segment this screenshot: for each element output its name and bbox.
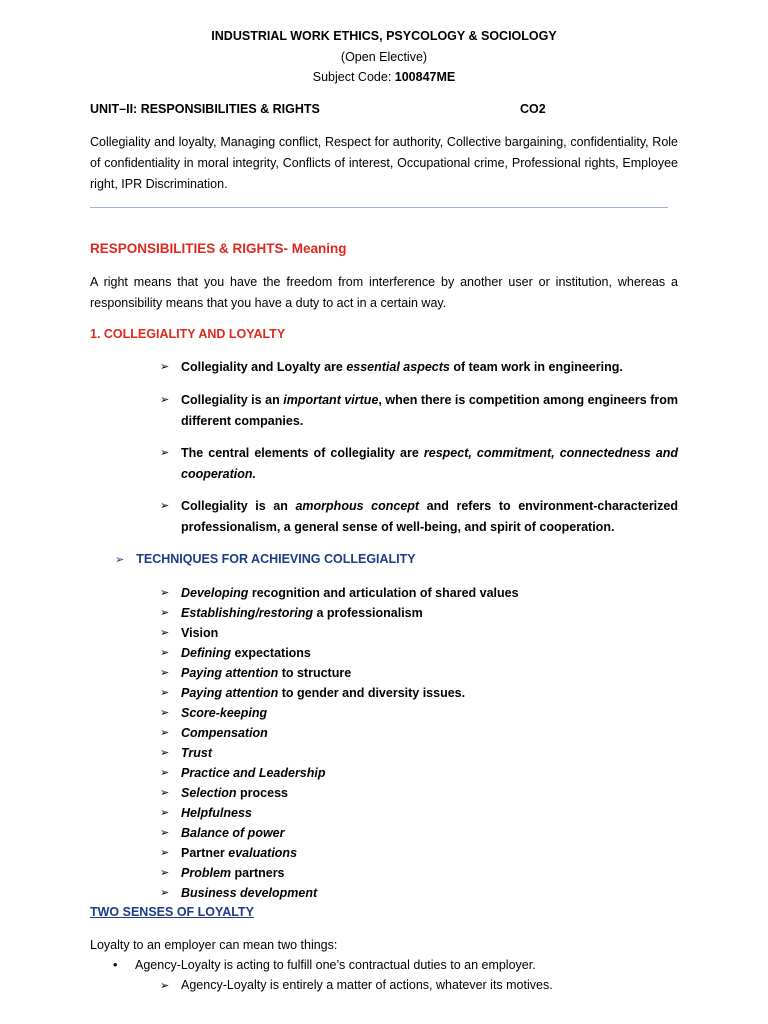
loyalty-arrow-item: ➢ Agency-Loyalty is entirely a matter of actions, whatever its motives. xyxy=(160,975,678,997)
subject-code-line xyxy=(0,67,768,87)
arrow-bullet-icon: ➢ xyxy=(160,587,170,599)
course-outcome: CO2 xyxy=(520,102,546,116)
arrow-bullet-icon: ➢ xyxy=(160,747,170,759)
unit-title: UNIT–II: RESPONSIBILITIES & RIGHTS xyxy=(90,102,320,116)
document-title xyxy=(0,26,768,46)
divider-line xyxy=(90,207,668,208)
loyalty-dot-item: • Agency-Loyalty is acting to fulfill one’s contractual duties to an employer. xyxy=(113,955,678,976)
arrow-bullet-icon: ➢ xyxy=(160,361,170,373)
arrow-bullet-icon: ➢ xyxy=(160,647,170,659)
arrow-bullet-icon: ➢ xyxy=(160,847,170,859)
collegiality-bullet-3: ➢ The central elements of collegiality are respect, commitment, connectedness and cooperation. xyxy=(160,443,678,485)
document-subtitle xyxy=(0,47,768,67)
techniques-heading: ➢ TECHNIQUES FOR ACHIEVING COLLEGIALITY xyxy=(115,549,416,570)
collegiality-bullet-2: ➢ Collegiality is an important virtue, when there is competition among engineers from different companies. xyxy=(160,390,678,432)
arrow-bullet-icon: ➢ xyxy=(160,667,170,679)
subject-code-label: Subject Code: xyxy=(312,70,395,84)
arrow-bullet-icon: ➢ xyxy=(160,867,170,879)
arrow-bullet-icon: ➢ xyxy=(160,500,170,512)
arrow-bullet-icon: ➢ xyxy=(160,447,170,459)
arrow-bullet-icon: ➢ xyxy=(160,980,170,992)
arrow-bullet-icon: ➢ xyxy=(160,827,170,839)
document-page: INDUSTRIAL WORK ETHICS, PSYCOLOGY & SOCIOLOGY (Open Elective) Subject Code: 100847ME UNIT–II: RESPONSIBILITIES & RIGHTS CO2 Collegiality and loyalty, Managing conflict, Respect for authority, Collective bargaining, confidentiality, Role of confidentiality in moral integrity, Conflicts of interest, Occupational crime, Professional rights, Employee right, IPR Discrimination. RESPONSIBILITIES & RIGHTS- Meaning A right means that you have the freedom from interference by another user or institution, whereas a responsibility means that you have a duty to act in a certain way. 1. COLLEGIALITY AND LOYALTY ➢ Collegiality and Loyalty are essential aspects of team work in engineering. ➢ Collegiality is an important virtue, when there is competition among engineers from different companies. ➢ The central elements of collegiality are respect, commitment, connectedness and cooperation. ➢ Collegiality is an amorphous concept and refers to environment-characterized professionalism, a general sense of well-being, and spirit of cooperation. ➢ TECHNIQUES FOR ACHIEVING COLLEGIALITY ➢ Developing recognition and articulation of shared values ➢ Establishing/restoring a professionalism ➢ Vision ➢ Defining expectations ➢ Paying attention to structure ➢ Paying attention to gender and diversity issues. ➢ Score-keeping ➢ Compensation ➢ Trust ➢ Practice and Leadership ➢ Selection process ➢ Helpfulness ➢ Balance of power ➢ Partner evaluations ➢ Problem partners ➢ Business development TWO SENSES OF LOYALTY Loyalty to an employer can mean two things: • Agency-Loyalty is acting to fulfill one’s contractual duties to an employer. ➢ Agency-Loyalty is entirely a matter of actions, whatever its motives. xyxy=(0,0,768,1024)
arrow-bullet-icon: ➢ xyxy=(160,607,170,619)
arrow-bullet-icon: ➢ xyxy=(160,767,170,779)
section-collegiality-heading: 1. COLLEGIALITY AND LOYALTY xyxy=(90,327,286,341)
arrow-bullet-icon: ➢ xyxy=(115,554,125,566)
arrow-bullet-icon: ➢ xyxy=(160,887,170,899)
collegiality-bullet-4: ➢ Collegiality is an amorphous concept and refers to environment-characterized professionalism, a general sense of well-being, and spirit of cooperation. xyxy=(160,496,678,538)
dot-bullet-icon: • xyxy=(113,958,118,972)
arrow-bullet-icon: ➢ xyxy=(160,687,170,699)
elective-label: (Open Elective) xyxy=(340,50,428,64)
arrow-bullet-icon: ➢ xyxy=(160,807,170,819)
loyalty-intro: Loyalty to an employer can mean two things: xyxy=(90,938,338,952)
arrow-bullet-icon: ➢ xyxy=(160,787,170,799)
arrow-bullet-icon: ➢ xyxy=(160,627,170,639)
syllabus-paragraph: Collegiality and loyalty, Managing conflict, Respect for authority, Collective bargaining, confidentiality, Role of confidentiality in moral integrity, Conflicts of interest, Occupational crime, Professional rights, Employee right, IPR Discrimination. xyxy=(90,135,678,191)
meaning-paragraph: A right means that you have the freedom from interference by another user or institution, whereas a responsibility means that you have a duty to act in a certain way. xyxy=(90,275,678,310)
subject-code-value: 100847ME xyxy=(394,70,456,84)
arrow-bullet-icon: ➢ xyxy=(160,707,170,719)
unit-heading-row xyxy=(90,99,678,119)
course-title: INDUSTRIAL WORK ETHICS, PSYCOLOGY & SOCIOLOGY xyxy=(211,29,557,43)
loyalty-heading: TWO SENSES OF LOYALTY xyxy=(90,905,254,919)
arrow-bullet-icon: ➢ xyxy=(160,727,170,739)
meaning-heading: RESPONSIBILITIES & RIGHTS- Meaning xyxy=(90,241,347,256)
arrow-bullet-icon: ➢ xyxy=(160,394,170,406)
